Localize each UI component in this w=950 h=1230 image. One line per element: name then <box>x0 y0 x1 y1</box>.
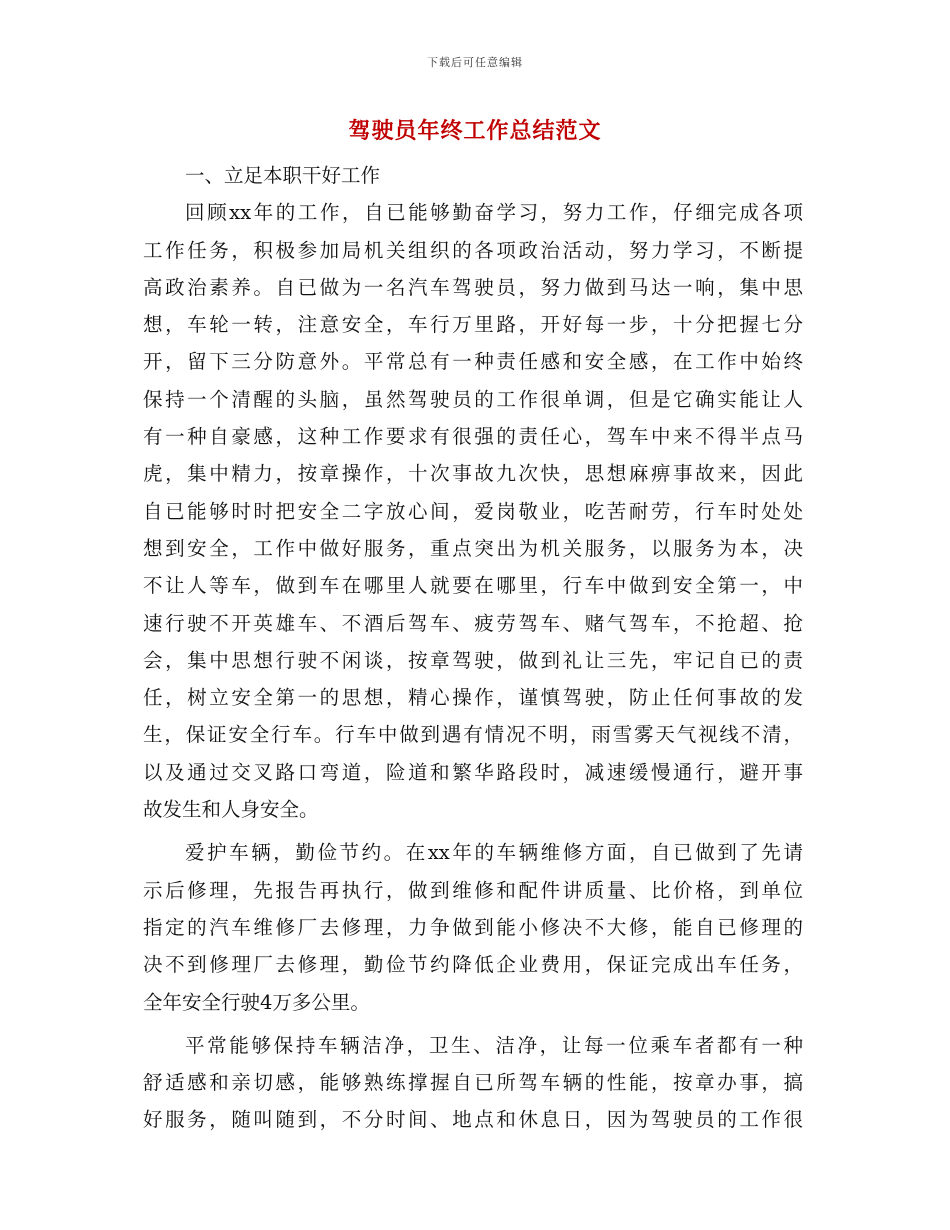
paragraph-line: 好服务，随叫随到，不分时间、地点和休息日，因为驾驶员的工作很 <box>143 1108 803 1132</box>
paragraph-line: 开，留下三分防意外。平常总有一种责任感和安全感，在工作中始终 <box>143 350 803 374</box>
paragraph-line: 虎，集中精力，按章操作，十次事故九次快，思想麻痹事故来，因此 <box>143 462 803 486</box>
paragraph-line: 自已能够时时把安全二字放心间，爱岗敬业，吃苦耐劳，行车时处处 <box>143 499 803 523</box>
paragraph-line: 爱护车辆，勤俭节约。在xx年的车辆维修方面，自已做到了先请 <box>185 841 803 865</box>
paragraph-line: 会，集中思想行驶不闲谈，按章驾驶，做到礼让三先，牢记自已的责 <box>143 648 803 672</box>
paragraph-line: 示后修理，先报告再执行，做到维修和配件讲质量、比价格，到单位 <box>143 878 803 902</box>
paragraph-line: 以及通过交叉路口弯道，险道和繁华路段时，减速缓慢通行，避开事 <box>143 760 803 784</box>
paragraph-line: 决不到修理厂去修理，勤俭节约降低企业费用，保证完成出车任务， <box>143 953 803 977</box>
paragraph-line: 故发生和人身安全。 <box>143 798 319 822</box>
paragraph-line: 保持一个清醒的头脑，虽然驾驶员的工作很单调，但是它确实能让人 <box>143 387 803 411</box>
header-note: 下载后可任意编辑 <box>427 56 523 69</box>
document-body <box>143 157 803 1139</box>
paragraph-line: 指定的汽车维修厂去修理，力争做到能小修决不大修，能自已修理的 <box>143 915 803 939</box>
paragraph-line: 想，车轮一转，注意安全，车行万里路，开好每一步，十分把握七分 <box>143 313 803 337</box>
section-heading: 一、立足本职干好工作 <box>185 164 381 187</box>
paragraph-line: 高政治素养。自已做为一名汽车驾驶员，努力做到马达一响，集中思 <box>143 275 803 299</box>
paragraph-line: 不让人等车，做到车在哪里人就要在哪里，行车中做到安全第一，中 <box>143 574 803 598</box>
document-title: 驾驶员年终工作总结范文 <box>348 118 602 144</box>
paragraph-line: 平常能够保持车辆洁净，卫生、洁净，让每一位乘车者都有一种 <box>185 1033 803 1057</box>
paragraph-line: 工作任务，积极参加局机关组织的各项政治活动，努力学习，不断提 <box>143 238 803 262</box>
paragraph-line: 任，树立安全第一的思想，精心操作，谨慎驾驶，防止任何事故的发 <box>143 686 803 710</box>
paragraph-line: 生，保证安全行车。行车中做到遇有情况不明，雨雪雾天气视线不清， <box>143 723 803 747</box>
paragraph-line: 全年安全行驶4万多公里。 <box>143 990 370 1014</box>
paragraph-line: 有一种自豪感，这种工作要求有很强的责任心，驾车中来不得半点马 <box>143 425 803 449</box>
paragraph-2 <box>143 834 803 1020</box>
paragraph-1 <box>143 194 803 828</box>
paragraph-line: 想到安全，工作中做好服务，重点突出为机关服务，以服务为本，决 <box>143 536 803 560</box>
paragraph-3 <box>143 1027 803 1139</box>
paragraph-line: 回顾xx年的工作，自已能够勤奋学习，努力工作，仔细完成各项 <box>185 201 803 225</box>
paragraph-line: 舒适感和亲切感，能够熟练撑握自已所驾车辆的性能，按章办事，搞 <box>143 1071 803 1095</box>
paragraph-line: 速行驶不开英雄车、不酒后驾车、疲劳驾车、赌气驾车，不抢超、抢 <box>143 611 803 635</box>
